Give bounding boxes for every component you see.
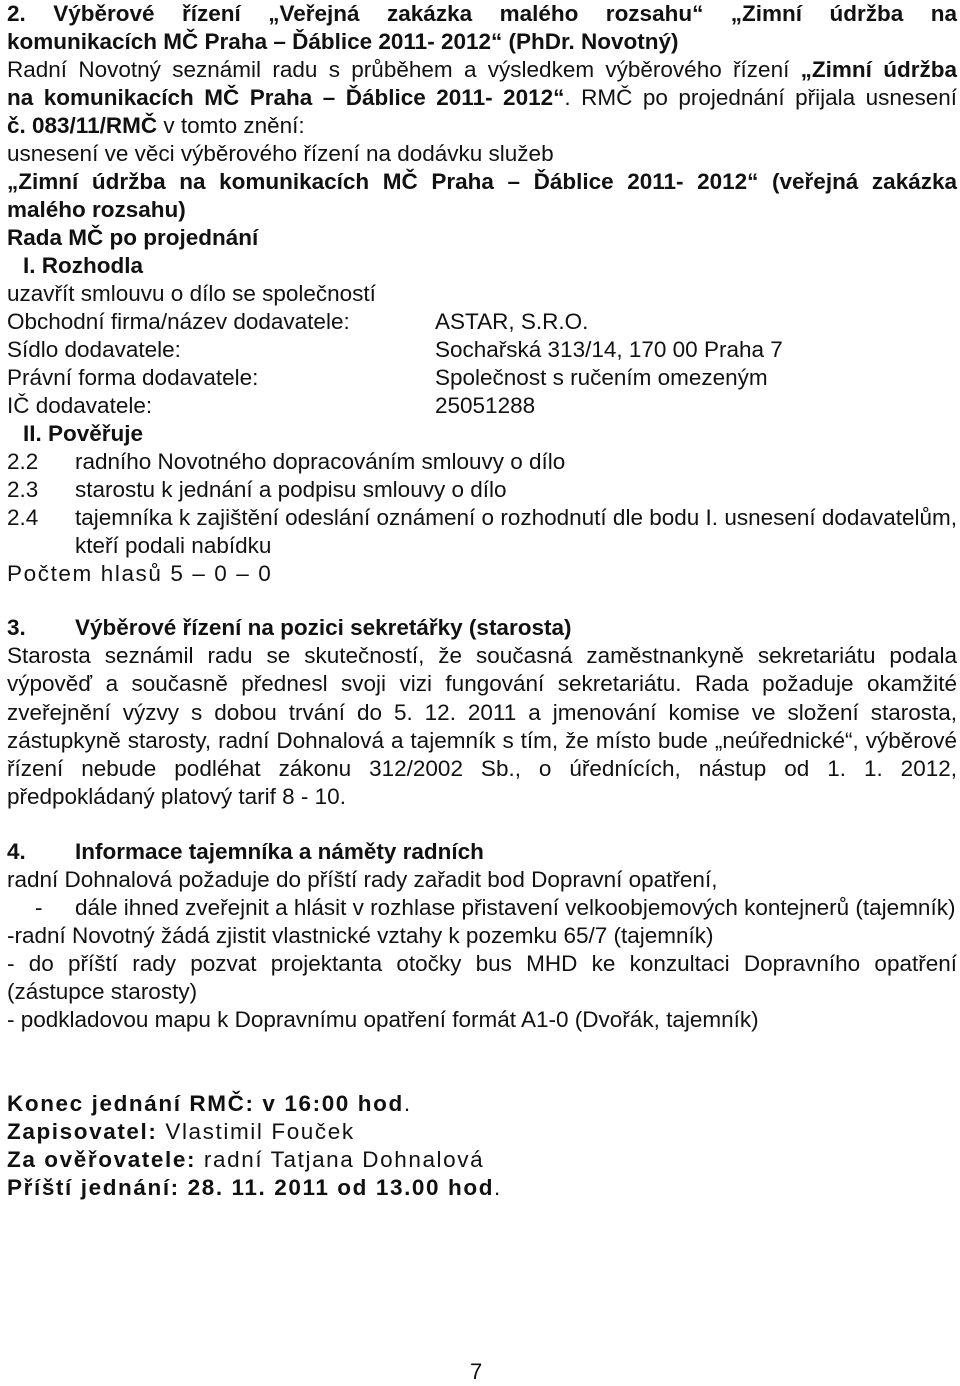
supplier-row bbox=[7, 364, 957, 392]
list-item: - podkladovou mapu k Dopravnímu opatření formát A1-0 (Dvořák, tajemník) bbox=[7, 1007, 759, 1032]
supplier-row bbox=[7, 308, 957, 336]
section-3-heading bbox=[7, 614, 957, 642]
supplier-row bbox=[7, 336, 957, 364]
item-number: 2.2 bbox=[7, 449, 39, 474]
section-2-intro-line1 bbox=[7, 56, 957, 84]
supplier-label: Obchodní firma/název dodavatele: bbox=[7, 309, 350, 334]
next-meeting-label: Příští jednání: 28. 11. 2011 od 13.00 hod bbox=[7, 1175, 495, 1200]
section-title: Výběrové řízení na pozici sekretářky (starosta) bbox=[75, 615, 572, 640]
verifier-name: radní Tatjana Dohnalová bbox=[203, 1147, 485, 1172]
decided-heading: I. Rozhodla bbox=[23, 253, 143, 278]
list-item: - do příští rady pozvat projektanta otočky bus MHD ke konzultaci Dopravního opatření (zástupce starosty) bbox=[7, 951, 957, 1004]
authorizes-item bbox=[7, 476, 957, 504]
intro-text-cont: . RMČ po projednání přijala usnesení bbox=[564, 85, 957, 110]
supplier-label: IČ dodavatele: bbox=[7, 393, 153, 418]
resolution-subject: usnesení ve věci výběrového řízení na dodávku služeb bbox=[7, 141, 554, 166]
resolution-intro: v tomto znění: bbox=[157, 113, 305, 138]
item-text: radního Novotného dopracováním smlouvy o dílo bbox=[75, 449, 566, 474]
section-2-intro-line2 bbox=[7, 84, 957, 112]
next-meeting bbox=[7, 1174, 957, 1202]
section-2-heading-line2: komunikacích MČ Praha – Ďáblice 2011- 2012“ (PhDr. Novotný) bbox=[7, 29, 679, 54]
item-number: 2.3 bbox=[7, 477, 39, 502]
section-2-heading-line1: 2. Výběrové řízení „Veřejná zakázka malého rozsahu“ „Zimní údržba na bbox=[7, 1, 957, 26]
list-item bbox=[7, 894, 957, 922]
supplier-label: Právní forma dodavatele: bbox=[7, 365, 259, 390]
section-number: 3. bbox=[7, 615, 26, 640]
supplier-value: Sochařská 313/14, 170 00 Praha 7 bbox=[435, 337, 783, 362]
recorder-name: Vlastimil Fouček bbox=[165, 1119, 355, 1144]
section-2 bbox=[7, 0, 957, 588]
supplier-label: Sídlo dodavatele: bbox=[7, 337, 181, 362]
votes-line: Počtem hlasů 5 – 0 – 0 bbox=[7, 561, 273, 586]
contract-title-line2: malého rozsahu) bbox=[7, 197, 186, 222]
section-4 bbox=[7, 838, 957, 1034]
section-3 bbox=[7, 614, 957, 812]
decided-text: uzavřít smlouvu o dílo se společností bbox=[7, 281, 376, 306]
meeting-end-dot: . bbox=[403, 1091, 412, 1116]
item-text: tajemníka k zajištění odeslání oznámení o rozhodnutí dle bodu I. usnesení dodavatelům, kteří podali nabídku bbox=[75, 505, 957, 558]
section-4-heading bbox=[7, 838, 957, 866]
authorizes-heading: II. Pověřuje bbox=[23, 421, 144, 446]
item-text: starostu k jednání a podpisu smlouvy o dílo bbox=[75, 477, 507, 502]
list-text: dále ihned zveřejnit a hlásit v rozhlase přistavení velkoobjemových kontejnerů (tajemník) bbox=[75, 895, 956, 920]
section-title: Informace tajemníka a náměty radních bbox=[75, 839, 484, 864]
section-2-intro-line3 bbox=[7, 112, 957, 140]
list-item: -radní Novotný žádá zjistit vlastnické vztahy k pozemku 65/7 (tajemník) bbox=[7, 923, 714, 948]
closing-block bbox=[7, 1090, 957, 1202]
intro-contract-name-cont: na komunikacích MČ Praha – Ďáblice 2011- 2012“ bbox=[7, 85, 565, 110]
council-line: Rada MČ po projednání bbox=[7, 225, 259, 250]
verifier bbox=[7, 1146, 957, 1174]
contract-title-line1: „Zimní údržba na komunikacích MČ Praha – Ďáblice 2011- 2012“ (veřejná zakázka bbox=[7, 169, 957, 194]
supplier-value: Společnost s ručením omezeným bbox=[435, 365, 768, 390]
list-dash: - bbox=[35, 895, 43, 920]
supplier-row bbox=[7, 392, 957, 420]
supplier-value: 25051288 bbox=[435, 393, 536, 418]
resolution-number: č. 083/11/RMČ bbox=[7, 113, 158, 138]
section-4-intro: radní Dohnalová požaduje do příští rady zařadit bod Dopravní opatření, bbox=[7, 867, 718, 892]
recorder-label: Zapisovatel: bbox=[7, 1119, 166, 1144]
verifier-label: Za ověřovatele: bbox=[7, 1147, 204, 1172]
item-number: 2.4 bbox=[7, 505, 39, 530]
page-number: 7 bbox=[470, 1359, 483, 1384]
section-3-body: Starosta seznámil radu se skutečností, že současná zaměstnankyně sekretariátu podala výpověď a současně přednesl svoji vizi fungování sekretariátu. Rada požaduje okamžité zveřejnění výzvy s dobou trvání do 5. 12. 2011 a jmenování komise ve složení starosta, zástupkyně starosty, radní Dohnalová a tajemník s tím, že místo bude „neúřednické“, výběrové řízení nebude podléhat zákonu 312/2002 Sb., o úřednících, nástup od 1. 1. 2012, předpokládaný platový tarif 8 - 10. bbox=[7, 643, 957, 810]
meeting-end bbox=[7, 1090, 957, 1118]
next-meeting-dot: . bbox=[494, 1175, 502, 1200]
supplier-value: ASTAR, S.R.O. bbox=[435, 309, 589, 334]
section-number: 4. bbox=[7, 839, 26, 864]
authorizes-item bbox=[7, 504, 957, 560]
meeting-end-label: Konec jednání RMČ: v 16:00 hod bbox=[7, 1091, 404, 1116]
intro-contract-name: „Zimní údržba bbox=[800, 57, 958, 82]
authorizes-item bbox=[7, 448, 957, 476]
intro-text: Radní Novotný seznámil radu s průběhem a výsledkem výběrového řízení bbox=[7, 57, 801, 82]
recorder bbox=[7, 1118, 957, 1146]
